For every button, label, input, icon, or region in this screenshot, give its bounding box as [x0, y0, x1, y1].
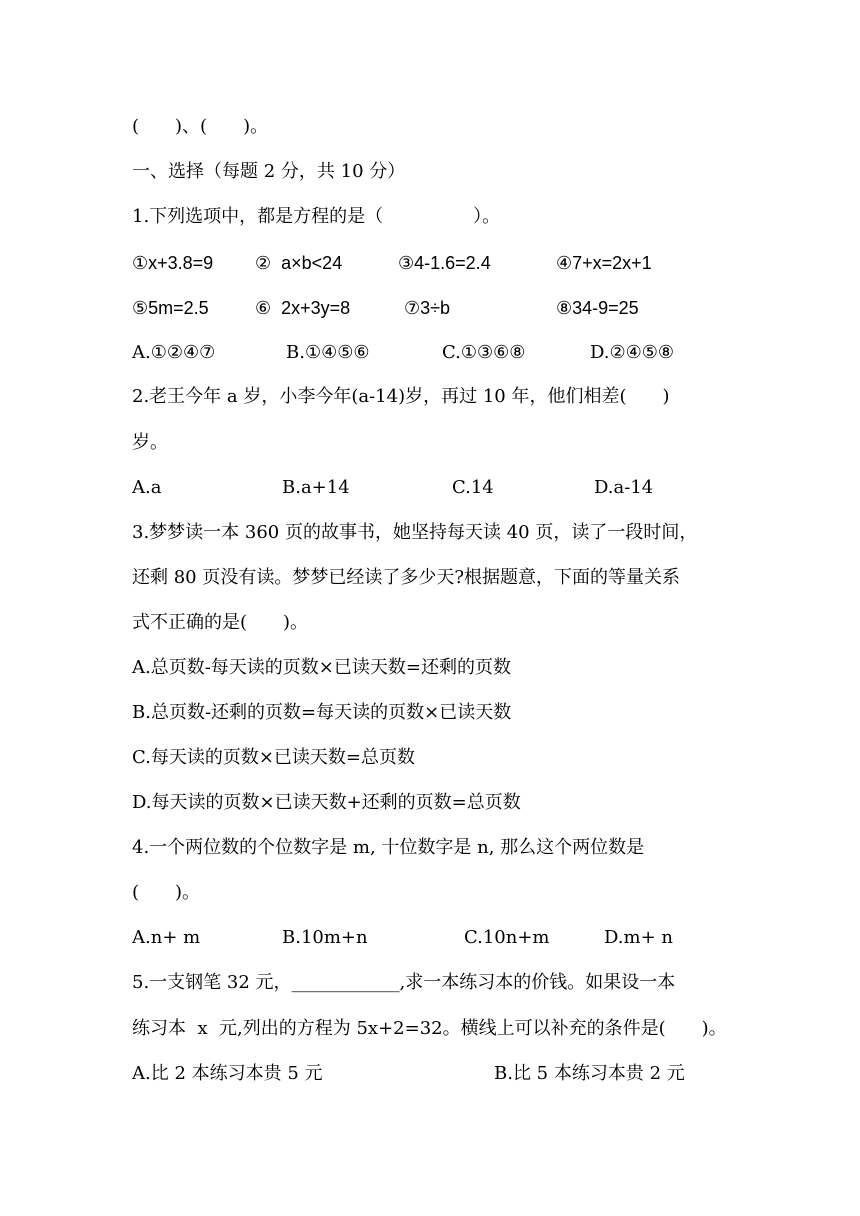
q1-option-a: A.①②④⑦: [132, 342, 216, 363]
q5-option-b: B.比 5 本练习本贵 2 元: [494, 1063, 685, 1084]
q3-option-d: D.每天读的页数×已读天数+还剩的页数=总页数: [132, 792, 521, 813]
q1-item: ①x+3.8=9: [132, 253, 214, 273]
q1-item: ③4-1.6=2.4: [398, 253, 491, 273]
q1-stem: 1.下列选项中，都是方程的是（ ）。: [132, 206, 501, 227]
q3-option-a: A.总页数-每天读的页数×已读天数=还剩的页数: [132, 657, 511, 678]
q5-option-a: A.比 2 本练习本贵 5 元: [132, 1063, 323, 1084]
q4-stem: 4.一个两位数的个位数字是 m, 十位数字是 n, 那么这个两位数是: [132, 837, 645, 858]
q3-option-c: C.每天读的页数×已读天数=总页数: [132, 747, 416, 768]
q3-stem: 还剩 80 页没有读。梦梦已经读了多少天?根据题意，下面的等量关系: [132, 567, 680, 588]
q1-option-c: C.①③⑥⑧: [442, 342, 526, 363]
q1-item: ④7+x=2x+1: [556, 253, 652, 273]
q1-item: ⑤5m=2.5: [132, 298, 209, 318]
q2-stem: 2.老王今年 a 岁，小李今年(a-14)岁，再过 10 年，他们相差( ): [132, 386, 670, 407]
q3-stem: 式不正确的是( )。: [132, 612, 309, 633]
q2-option-a: A.a: [132, 477, 162, 498]
q4-option-c: C.10n+m: [464, 927, 550, 948]
q4-option-a: A.n+ m: [132, 927, 201, 948]
q1-option-b: B.①④⑤⑥: [286, 342, 370, 363]
q4-option-b: B.10m+n: [282, 927, 368, 948]
q2-stem: 岁。: [132, 432, 168, 453]
q1-option-d: D.②④⑤⑧: [590, 342, 675, 363]
section-title: 一、选择（每题 2 分，共 10 分）: [132, 161, 406, 182]
q3-stem: 3.梦梦读一本 360 页的故事书，她坚持每天读 40 页，读了一段时间，: [132, 522, 698, 543]
q5-stem: 练习本 x 元,列出的方程为 5x+2=32。横线上可以补充的条件是( )。: [132, 1018, 727, 1039]
q3-option-b: B.总页数-还剩的页数=每天读的页数×已读天数: [132, 702, 512, 723]
q2-option-b: B.a+14: [282, 477, 350, 498]
q2-option-c: C.14: [452, 477, 494, 498]
q1-item: ⑥ 2x+3y=8: [255, 298, 351, 318]
q4-option-d: D.m+ n: [604, 927, 673, 948]
previous-question-tail: ( )、( )。: [132, 116, 269, 137]
q5-stem: 5.一支钢笔 32 元，____________,求一本练习本的价钱。如果设一本: [132, 972, 676, 993]
q2-option-d: D.a-14: [594, 477, 654, 498]
q4-stem: ( )。: [132, 882, 201, 903]
q1-item: ⑦3÷b: [404, 298, 451, 318]
q1-item: ② a×b<24: [255, 253, 343, 273]
q1-item: ⑧34-9=25: [556, 298, 639, 318]
